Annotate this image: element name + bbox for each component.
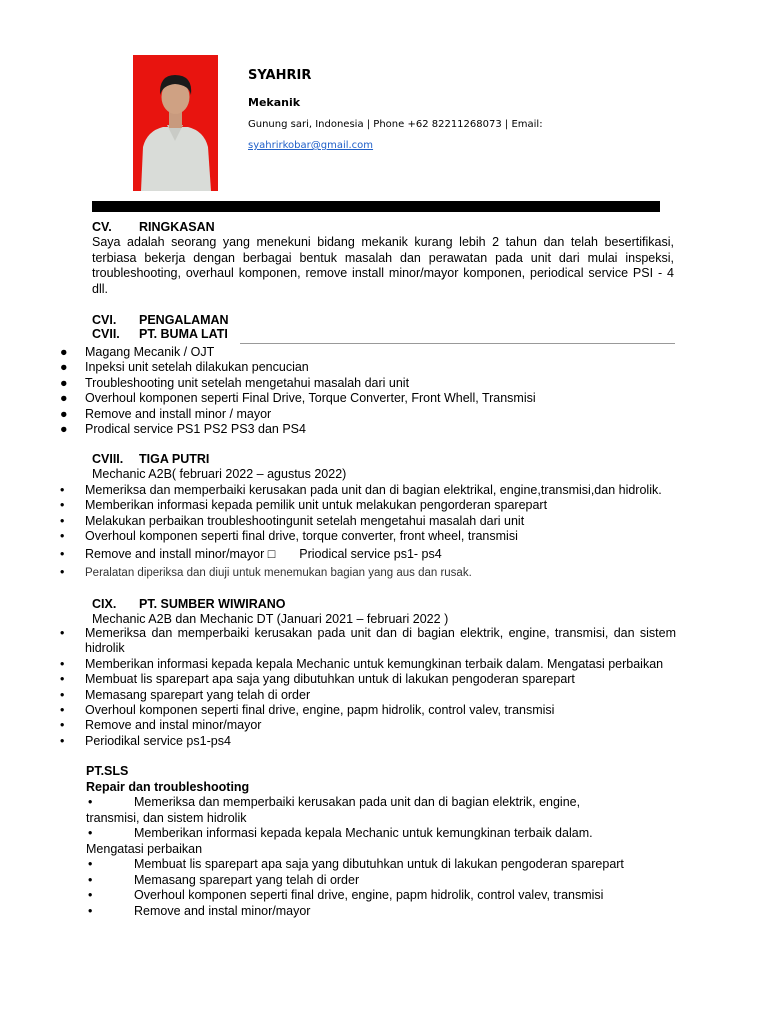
buma-list [60, 345, 676, 437]
profile-photo [133, 55, 218, 191]
tiga-list [60, 483, 676, 581]
list-item: • Overhoul komponen seperti final drive, torque converter, front wheel, transmisi [60, 529, 518, 544]
bullet-icon: • [88, 903, 93, 918]
list-item: • Membuat lis sparepart apa saja yang dibutuhkan untuk di lakukan pengoderan sparepart [60, 672, 575, 687]
bullet-icon: • [88, 888, 93, 902]
tiga-heading [92, 452, 209, 466]
list-item: • Periodikal service ps1-ps4 [60, 733, 231, 748]
bullet-icon: • [60, 513, 65, 528]
experience-heading [92, 313, 229, 327]
list-item: • Memberikan informasi kepada pemilik unit untuk melakukan pengorderan sparepart [60, 498, 548, 513]
header-divider-bar [92, 201, 660, 212]
buma-title: PT. BUMA LATI [139, 327, 228, 341]
bullet-icon: • [88, 857, 93, 871]
sls-list [86, 795, 686, 919]
list-item: • Remove and install minor/mayor □ Priodical service ps1- ps4 [60, 546, 442, 561]
sumber-list [60, 626, 676, 749]
bullet-icon: ● [60, 345, 68, 359]
bullet-icon: • [60, 687, 65, 702]
experience-title: PENGALAMAN [139, 313, 229, 327]
tiga-number: CVIII. [92, 452, 124, 466]
buma-number: CVII. [92, 327, 120, 341]
list-item: • Memasang sparepart yang telah di order [88, 872, 360, 887]
sls-subtitle: Repair dan troubleshooting [86, 780, 250, 794]
list-item: ● Prodical service PS1 PS2 PS3 dan PS4 [60, 422, 306, 437]
list-item: • Memeriksa dan memperbaiki kerusakan pada unit dan di bagian elektrik, engine, [88, 795, 581, 809]
list-item: • Melakukan perbaikan troubleshootingunit setelah mengetahui masalah dari unit [60, 513, 525, 528]
sls-title: PT.SLS [86, 764, 129, 778]
bullet-icon: ● [60, 406, 68, 421]
bullet-icon: • [88, 826, 93, 840]
candidate-name: SYAHRIR [248, 68, 312, 83]
list-item: • Overhoul komponen seperti final drive, engine, papm hidrolik, control valev, transmisi [60, 703, 555, 718]
bullet-icon: • [60, 703, 65, 718]
experience-number: CVI. [92, 313, 117, 327]
bullet-icon: • [60, 718, 65, 733]
tiga-title: TIGA PUTRI [139, 452, 210, 466]
list-item: • Remove and instal minor/mayor [88, 903, 311, 918]
summary-number: CV. [92, 220, 112, 234]
contact-info: Gunung sari, Indonesia | Phone +62 82211268073 | Email: [248, 119, 543, 130]
person-portrait-icon [133, 55, 218, 191]
list-item: • Overhoul komponen seperti final drive, engine, papm hidrolik, control valev, transmisi [88, 888, 604, 902]
list-item: ● Remove and install minor / mayor [60, 406, 272, 421]
list-item: • Peralatan diperiksa dan diuji untuk menemukan bagian yang aus dan rusak. [60, 565, 472, 580]
list-item: • Memberikan informasi kepada kepala Mechanic untuk kemungkinan terbaik dalam. Mengatasi perbaikan [60, 656, 664, 671]
summary-text: Saya adalah seorang yang menekuni bidang mekanik kurang lebih 2 tahun dan telah besertifikasi, terbiasa bekerja dengan berbagai bentuk masalah dan perawatan pada unit dari mulai inspeksi, troubleshooting, overhaul komponen, remove install minor/mayor komponen, periodical service PSI - 4 dll. [92, 235, 674, 296]
list-item: ● Magang Mecanik / OJT [60, 345, 215, 359]
bullet-icon: • [60, 529, 65, 544]
list-item: • Memeriksa dan memperbaiki kerusakan pada unit dan di bagian elektrikal, engine,transmisi,dan hidrolik. [60, 483, 662, 497]
bullet-icon: ● [60, 360, 68, 375]
buma-heading [92, 327, 228, 341]
list-item-continuation: Mengatasi perbaikan [86, 841, 203, 856]
bullet-icon: • [60, 656, 65, 671]
bullet-icon: • [60, 546, 65, 561]
bullet-icon: ● [60, 375, 68, 390]
bullet-icon: ● [60, 422, 68, 437]
bullet-icon: • [88, 872, 93, 887]
bullet-icon: • [60, 626, 65, 640]
sumber-number: CIX. [92, 597, 117, 611]
summary-title: RINGKASAN [139, 220, 215, 234]
sumber-position: Mechanic A2B dan Mechanic DT (Januari 2021 – februari 2022 ) [92, 612, 449, 626]
bullet-icon: • [88, 795, 93, 809]
bullet-icon: ● [60, 391, 68, 406]
list-item: • Memberikan informasi kepada kepala Mechanic untuk kemungkinan terbaik dalam. [88, 826, 593, 840]
list-item: • Membuat lis sparepart apa saja yang dibutuhkan untuk di lakukan pengoderan sparepart [88, 857, 624, 871]
list-item: ● Inpeksi unit setelah dilakukan pencucian [60, 360, 309, 375]
summary-heading [92, 220, 215, 234]
list-item: • Remove and instal minor/mayor [60, 718, 262, 733]
sumber-title: PT. SUMBER WIWIRANO [139, 597, 286, 611]
bullet-icon: • [60, 733, 65, 748]
list-item: ● Overhoul komponen seperti Final Drive, Torque Converter, Front Whell, Transmisi [60, 391, 536, 406]
bullet-icon: • [60, 672, 65, 687]
tiga-position: Mechanic A2B( februari 2022 – agustus 2022) [92, 467, 347, 481]
bullet-icon: • [60, 483, 65, 497]
email-link[interactable]: syahrirkobar@gmail.com [248, 140, 374, 151]
list-item: • Memasang sparepart yang telah di order [60, 687, 311, 702]
list-item-continuation: transmisi, dan sistem hidrolik [86, 810, 247, 825]
section-rule [240, 343, 675, 344]
sumber-heading [92, 597, 286, 611]
candidate-role: Mekanik [248, 96, 301, 109]
list-item: ● Troubleshooting unit setelah mengetahui masalah dari unit [60, 375, 410, 390]
bullet-icon: • [60, 565, 65, 580]
list-item: • Memeriksa dan memperbaiki kerusakan pada unit dan di bagian elektrik, engine, transmisi, dan sistem hidrolik [60, 626, 676, 656]
bullet-icon: • [60, 498, 65, 513]
